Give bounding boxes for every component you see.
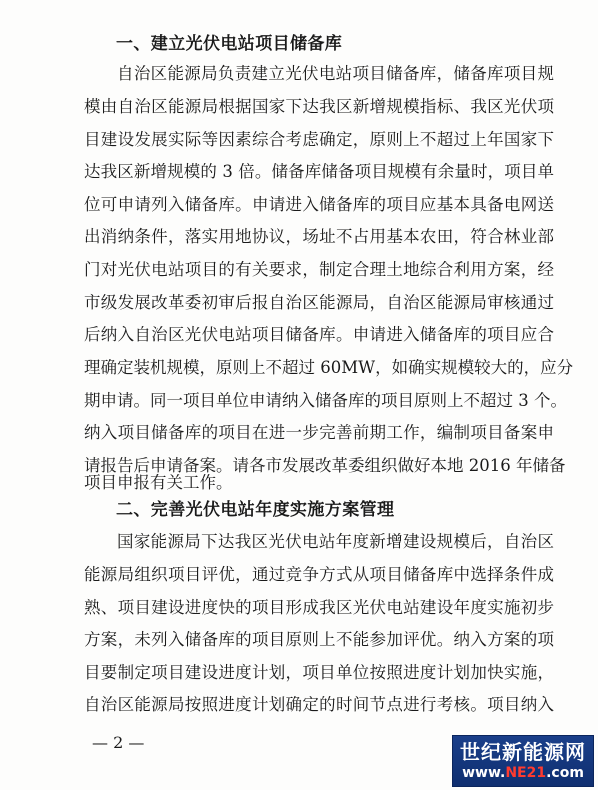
paragraph-line: 熟、项目建设进度快的项目形成我区光伏电站建设年度实施初步 <box>84 598 554 617</box>
watermark-url-prefix: www. <box>462 765 506 781</box>
paragraph-line: 请报告后申请备案。请各市发展改革委组织做好本地 2016 年储备 <box>84 456 566 475</box>
watermark-logo <box>452 735 594 787</box>
paragraph-line: 方案，未列入储备库的项目原则上不能参加评优。纳入方案的项 <box>84 630 554 649</box>
paragraph-line: 模由自治区能源局根据国家下达我区新增规模指标、我区光伏项 <box>84 97 554 116</box>
paragraph-line: 国家能源局下达我区光伏电站年度新增建设规模后，自治区 <box>117 532 554 551</box>
paragraph-line: 出消纳条件，落实用地协议，场址不占用基本农田，符合林业部 <box>84 227 554 246</box>
section-heading-1: 一、建立光伏电站项目储备库 <box>116 34 343 54</box>
paragraph-line: 自治区能源局负责建立光伏电站项目储备库，储备库项目规 <box>117 64 554 83</box>
watermark-title: 世纪新能源网 <box>460 740 586 764</box>
paragraph-line: 目建设发展实际等因素综合考虑确定，原则上不超过上年国家下 <box>84 130 554 149</box>
paragraph-line: 位可申请列入储备库。申请进入储备库的项目应基本具备电网送 <box>84 195 554 214</box>
paragraph-line: 后纳入自治区光伏电站项目储备库。申请进入储备库的项目应合 <box>84 325 554 344</box>
paragraph-line: 门对光伏电站项目的有关要求，制定合理土地综合利用方案，经 <box>84 260 554 279</box>
page-number: — 2 — <box>92 733 145 752</box>
paragraph-line: 理确定装机规模，原则上不超过 60MW，如确实规模较大的，应分 <box>84 358 574 377</box>
paragraph-line: 能源局组织项目评优，通过竞争方式从项目储备库中选择条件成 <box>84 565 554 584</box>
paragraph-line: 纳入项目储备库的项目在进一步完善前期工作，编制项目备案申 <box>84 423 554 442</box>
watermark-url-suffix: .com <box>546 765 584 781</box>
paragraph-line: 项目申报有关工作。 <box>84 473 233 492</box>
paragraph-line: 达我区新增规模的 3 倍。储备库储备项目规模有余量时，项目单 <box>84 162 554 181</box>
paragraph-line: 目要制定项目建设进度计划，项目单位按照进度计划加快实施， <box>84 663 554 682</box>
section-heading-2: 二、完善光伏电站年度实施方案管理 <box>116 500 395 520</box>
paragraph-line: 自治区能源局按照进度计划确定的时间节点进行考核。项目纳入 <box>84 695 554 714</box>
watermark-url <box>453 764 593 782</box>
watermark-url-accent: NE21 <box>505 765 547 781</box>
paragraph-line: 期申请。同一项目单位申请纳入储备库的项目原则上不超过 3 个。 <box>84 391 567 410</box>
paragraph-line: 市级发展改革委初审后报自治区能源局，自治区能源局审核通过 <box>84 293 554 312</box>
